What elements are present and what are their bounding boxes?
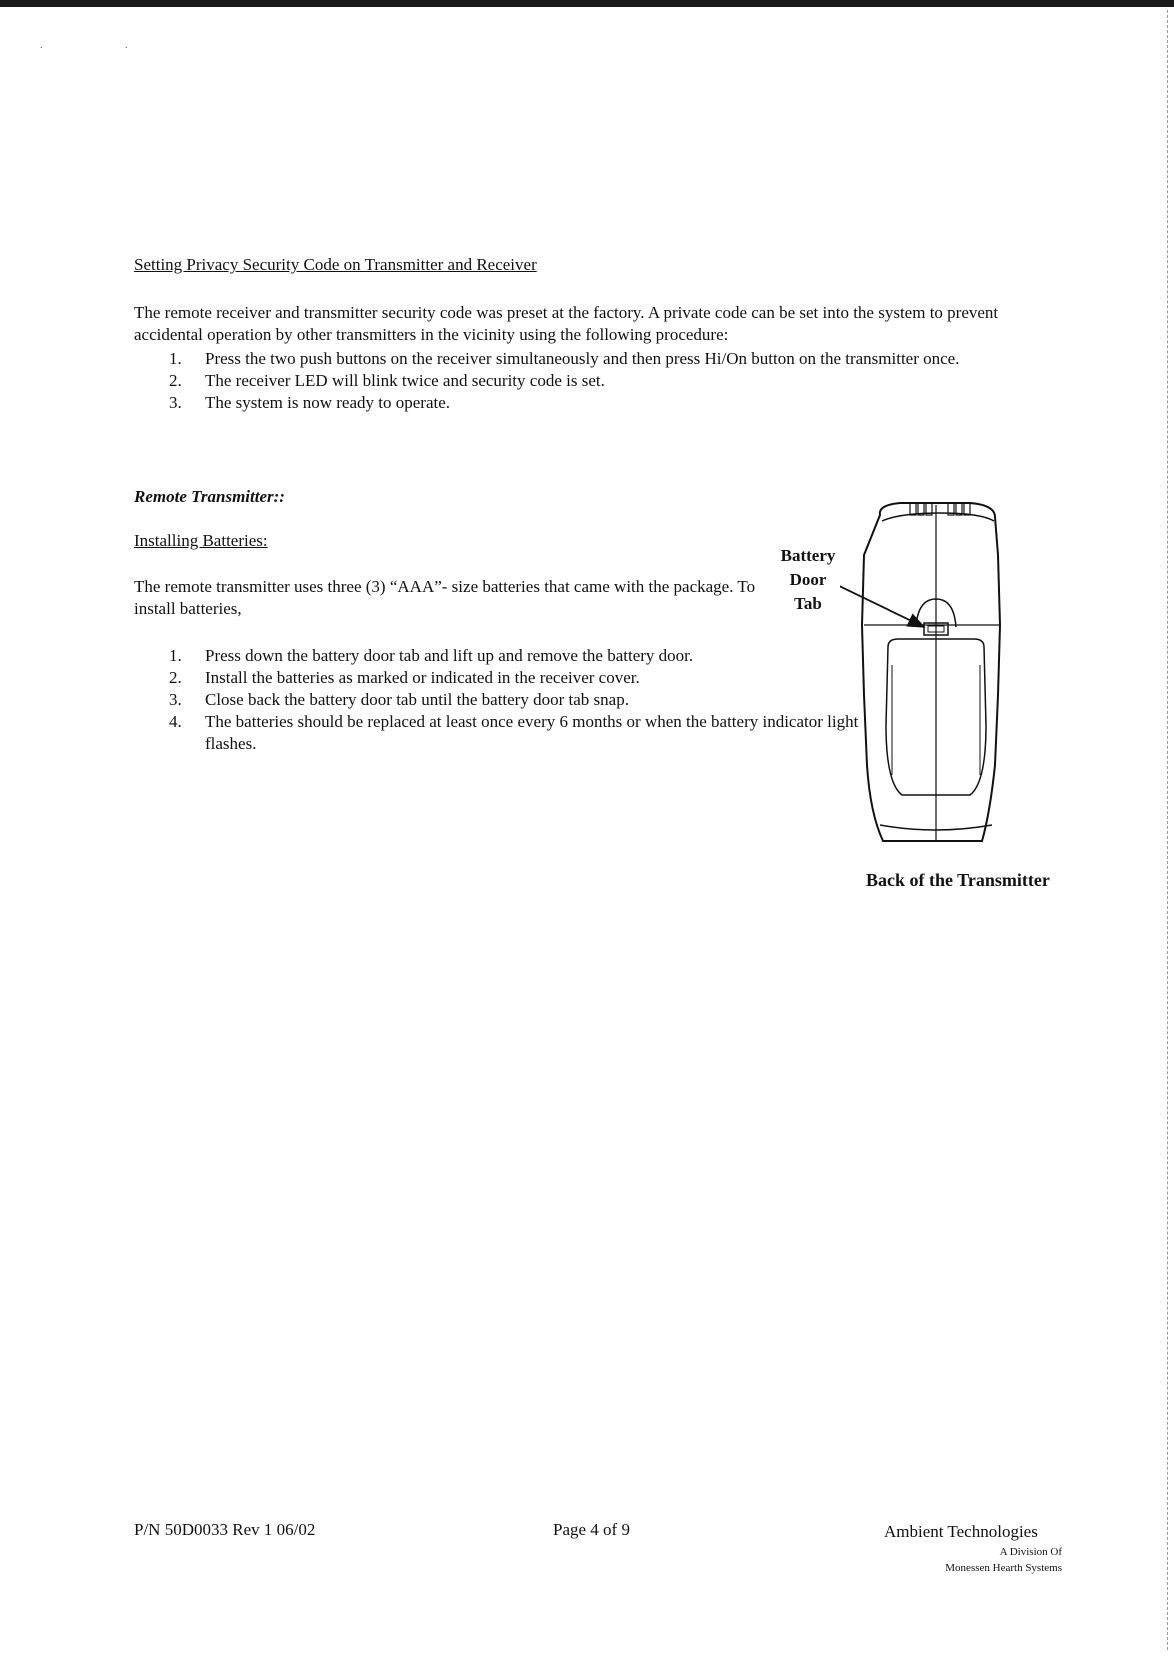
list-number: 2. — [169, 668, 182, 687]
callout-arrow — [840, 567, 924, 627]
list-item — [134, 645, 874, 667]
list-number: 3. — [169, 690, 182, 709]
list-text: The system is now ready to operate. — [205, 393, 451, 412]
privacy-code-intro: The remote receiver and transmitter security code was preset at the factory. A private code can be set into the system to prevent accidental operation by other transmitters in the vicinity using the following procedure: — [134, 303, 999, 344]
subheading-installing-batteries: Installing Batteries: — [134, 531, 268, 550]
header-marks: . . — [40, 40, 168, 51]
callout-line: Tab — [794, 594, 822, 613]
top-scan-border — [0, 0, 1174, 7]
list-item — [134, 667, 874, 689]
privacy-code-steps — [134, 348, 1064, 414]
list-number: 1. — [169, 646, 182, 665]
batteries-intro: The remote transmitter uses three (3) “AAA”- size batteries that came with the package. To install batteries, — [134, 577, 756, 618]
list-text: The receiver LED will blink twice and security code is set. — [205, 371, 605, 390]
list-number: 3. — [169, 393, 182, 412]
transmitter-body-outline — [862, 503, 1000, 841]
list-text: Press the two push buttons on the receiver simultaneously and then press Hi/On button on the transmitter once. — [205, 349, 960, 368]
footer-part-number: P/N 50D0033 Rev 1 06/02 — [134, 1520, 316, 1539]
list-number: 2. — [169, 371, 182, 390]
callout-line: Battery — [780, 546, 836, 565]
footer-company: Ambient Technologies — [884, 1522, 1038, 1541]
figure-caption: Back of the Transmitter — [866, 870, 1050, 890]
list-text: Press down the battery door tab and lift up and remove the battery door. — [205, 646, 694, 665]
list-text: Install the batteries as marked or indicated in the receiver cover. — [205, 668, 640, 687]
list-text: The batteries should be replaced at least once every 6 months or when the battery indicator light flashes. — [205, 712, 859, 753]
battery-steps — [134, 645, 874, 755]
footer-page-number: Page 4 of 9 — [553, 1520, 630, 1539]
transmitter-back-illustration — [840, 495, 1040, 855]
list-number: 4. — [169, 712, 182, 731]
list-item — [134, 711, 874, 755]
list-number: 1. — [169, 349, 182, 368]
footer-division-line2: Monessen Hearth Systems — [945, 1562, 1062, 1574]
right-scan-edge — [1167, 10, 1168, 1650]
list-item — [134, 392, 1064, 414]
battery-door-tab-callout — [768, 544, 848, 616]
top-rim-line — [882, 513, 994, 521]
list-item — [134, 348, 1064, 370]
section-heading-privacy-code: Setting Privacy Security Code on Transmitter and Receiver — [134, 255, 537, 274]
list-text: Close back the battery door tab until the battery door tab snap. — [205, 690, 629, 709]
list-item — [134, 689, 874, 711]
footer-division-line1: A Division Of — [999, 1546, 1062, 1558]
callout-line: Door — [789, 570, 827, 589]
list-item — [134, 370, 1064, 392]
section-heading-remote-transmitter: Remote Transmitter:: — [134, 487, 285, 506]
